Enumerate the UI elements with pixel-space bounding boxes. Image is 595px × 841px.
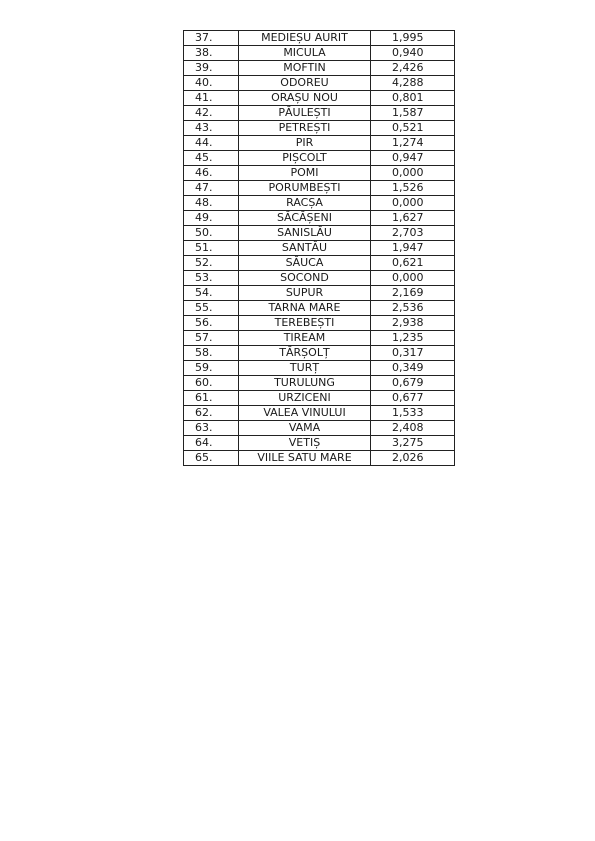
value-cell: 1,235 bbox=[371, 331, 455, 346]
table-row bbox=[184, 151, 455, 166]
value-cell: 2,169 bbox=[371, 286, 455, 301]
table-row bbox=[184, 76, 455, 91]
locality-name-cell: MICULA bbox=[239, 46, 371, 61]
row-number-cell: 37. bbox=[184, 31, 239, 46]
row-number-cell: 46. bbox=[184, 166, 239, 181]
row-number-cell: 57. bbox=[184, 331, 239, 346]
locality-name-cell: VIILE SATU MARE bbox=[239, 451, 371, 466]
value-cell: 1,274 bbox=[371, 136, 455, 151]
row-number-cell: 44. bbox=[184, 136, 239, 151]
table-row bbox=[184, 241, 455, 256]
value-cell: 3,275 bbox=[371, 436, 455, 451]
table-row bbox=[184, 121, 455, 136]
value-cell: 1,533 bbox=[371, 406, 455, 421]
value-cell: 0,521 bbox=[371, 121, 455, 136]
value-cell: 0,947 bbox=[371, 151, 455, 166]
locality-name-cell: ODOREU bbox=[239, 76, 371, 91]
locality-name-cell: SĂUCA bbox=[239, 256, 371, 271]
table-row bbox=[184, 391, 455, 406]
value-cell: 2,703 bbox=[371, 226, 455, 241]
row-number-cell: 59. bbox=[184, 361, 239, 376]
row-number-cell: 48. bbox=[184, 196, 239, 211]
locality-name-cell: PORUMBEȘTI bbox=[239, 181, 371, 196]
locality-name-cell: PĂULEȘTI bbox=[239, 106, 371, 121]
value-cell: 2,026 bbox=[371, 451, 455, 466]
locality-name-cell: VETIȘ bbox=[239, 436, 371, 451]
value-cell: 2,938 bbox=[371, 316, 455, 331]
table-row bbox=[184, 406, 455, 421]
locality-name-cell: ORAȘU NOU bbox=[239, 91, 371, 106]
value-cell: 0,801 bbox=[371, 91, 455, 106]
row-number-cell: 50. bbox=[184, 226, 239, 241]
value-cell: 0,000 bbox=[371, 166, 455, 181]
locality-name-cell: PETREȘTI bbox=[239, 121, 371, 136]
locality-name-cell: TIREAM bbox=[239, 331, 371, 346]
locality-name-cell: SUPUR bbox=[239, 286, 371, 301]
locality-name-cell: TURULUNG bbox=[239, 376, 371, 391]
locality-name-cell: TEREBEȘTI bbox=[239, 316, 371, 331]
row-number-cell: 53. bbox=[184, 271, 239, 286]
row-number-cell: 60. bbox=[184, 376, 239, 391]
table-row bbox=[184, 136, 455, 151]
locality-name-cell: TARNA MARE bbox=[239, 301, 371, 316]
table-row bbox=[184, 181, 455, 196]
row-number-cell: 51. bbox=[184, 241, 239, 256]
value-cell: 1,587 bbox=[371, 106, 455, 121]
value-cell: 0,677 bbox=[371, 391, 455, 406]
row-number-cell: 45. bbox=[184, 151, 239, 166]
table-row bbox=[184, 436, 455, 451]
locality-name-cell: URZICENI bbox=[239, 391, 371, 406]
row-number-cell: 62. bbox=[184, 406, 239, 421]
table-row bbox=[184, 211, 455, 226]
value-cell: 0,349 bbox=[371, 361, 455, 376]
locality-name-cell: TĂRȘOLȚ bbox=[239, 346, 371, 361]
locality-name-cell: RACȘA bbox=[239, 196, 371, 211]
locality-name-cell: MEDIEȘU AURIT bbox=[239, 31, 371, 46]
row-number-cell: 55. bbox=[184, 301, 239, 316]
row-number-cell: 38. bbox=[184, 46, 239, 61]
value-cell: 1,995 bbox=[371, 31, 455, 46]
locality-name-cell: PIȘCOLT bbox=[239, 151, 371, 166]
value-cell: 4,288 bbox=[371, 76, 455, 91]
row-number-cell: 39. bbox=[184, 61, 239, 76]
table-row bbox=[184, 331, 455, 346]
row-number-cell: 64. bbox=[184, 436, 239, 451]
value-cell: 2,426 bbox=[371, 61, 455, 76]
locality-name-cell: TURȚ bbox=[239, 361, 371, 376]
value-cell: 1,947 bbox=[371, 241, 455, 256]
row-number-cell: 41. bbox=[184, 91, 239, 106]
row-number-cell: 63. bbox=[184, 421, 239, 436]
row-number-cell: 49. bbox=[184, 211, 239, 226]
value-cell: 1,526 bbox=[371, 181, 455, 196]
row-number-cell: 58. bbox=[184, 346, 239, 361]
row-number-cell: 43. bbox=[184, 121, 239, 136]
row-number-cell: 65. bbox=[184, 451, 239, 466]
table-row bbox=[184, 271, 455, 286]
table-row bbox=[184, 301, 455, 316]
table-row bbox=[184, 256, 455, 271]
table-row bbox=[184, 361, 455, 376]
locality-name-cell: MOFTIN bbox=[239, 61, 371, 76]
localities-table bbox=[183, 30, 455, 466]
locality-name-cell: PIR bbox=[239, 136, 371, 151]
table-row bbox=[184, 376, 455, 391]
table-row bbox=[184, 106, 455, 121]
value-cell: 2,536 bbox=[371, 301, 455, 316]
table-row bbox=[184, 166, 455, 181]
row-number-cell: 56. bbox=[184, 316, 239, 331]
row-number-cell: 40. bbox=[184, 76, 239, 91]
locality-name-cell: SANISLĂU bbox=[239, 226, 371, 241]
value-cell: 0,679 bbox=[371, 376, 455, 391]
row-number-cell: 42. bbox=[184, 106, 239, 121]
table-row bbox=[184, 421, 455, 436]
value-cell: 0,317 bbox=[371, 346, 455, 361]
row-number-cell: 52. bbox=[184, 256, 239, 271]
table-row bbox=[184, 91, 455, 106]
locality-name-cell: SĂCĂȘENI bbox=[239, 211, 371, 226]
table-row bbox=[184, 31, 455, 46]
table-row bbox=[184, 196, 455, 211]
value-cell: 0,621 bbox=[371, 256, 455, 271]
locality-name-cell: SANTĂU bbox=[239, 241, 371, 256]
value-cell: 1,627 bbox=[371, 211, 455, 226]
table-row bbox=[184, 46, 455, 61]
locality-name-cell: SOCOND bbox=[239, 271, 371, 286]
value-cell: 0,000 bbox=[371, 196, 455, 211]
table-row bbox=[184, 226, 455, 241]
row-number-cell: 54. bbox=[184, 286, 239, 301]
table-row bbox=[184, 61, 455, 76]
row-number-cell: 61. bbox=[184, 391, 239, 406]
locality-name-cell: VALEA VINULUI bbox=[239, 406, 371, 421]
table-row bbox=[184, 316, 455, 331]
locality-name-cell: POMI bbox=[239, 166, 371, 181]
locality-name-cell: VAMA bbox=[239, 421, 371, 436]
value-cell: 0,000 bbox=[371, 271, 455, 286]
table-row bbox=[184, 451, 455, 466]
table-row bbox=[184, 346, 455, 361]
table-body bbox=[184, 31, 455, 466]
table-row bbox=[184, 286, 455, 301]
value-cell: 2,408 bbox=[371, 421, 455, 436]
row-number-cell: 47. bbox=[184, 181, 239, 196]
value-cell: 0,940 bbox=[371, 46, 455, 61]
